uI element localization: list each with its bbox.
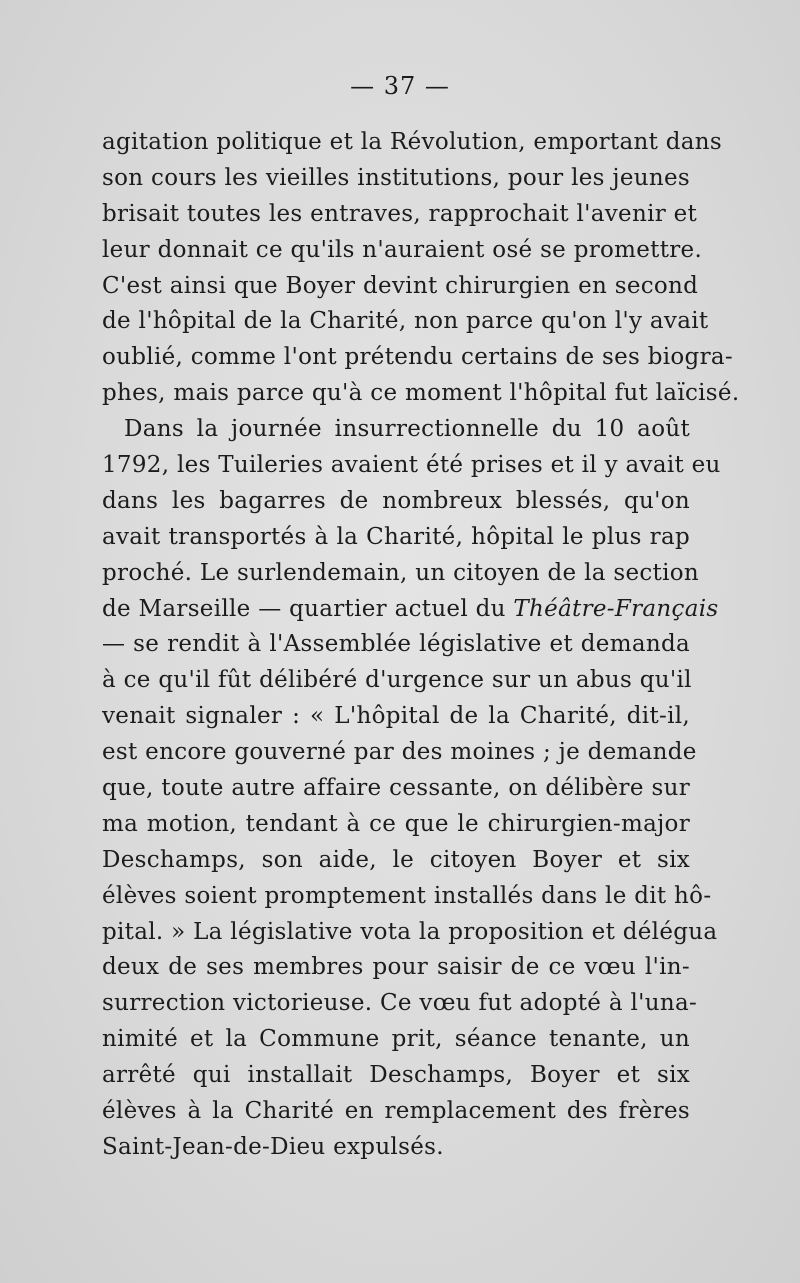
page-number: — 37 — (350, 72, 450, 100)
text-line: Dans la journée insurrectionnelle du 10 août (124, 416, 690, 443)
text-line: venait signaler : « L'hôpital de la Charité, dit-il, (102, 703, 690, 730)
text-line: agitation politique et la Révolution, emportant dans (102, 129, 722, 155)
text-line: élèves soient promptement installés dans le dit hô- (102, 882, 712, 909)
text-line: phes, mais parce qu'à ce moment l'hôpital fut laïcisé. (102, 380, 740, 407)
text-line: avait transportés à la Charité, hôpital le plus rap (102, 523, 690, 550)
text-line: à ce qu'il fût délibéré d'urgence sur un abus qu'il (102, 667, 692, 694)
text-line: Saint-Jean-de-Dieu expulsés. (102, 1133, 444, 1160)
italic-title: Théâtre-Français (513, 595, 719, 622)
text-line: pital. » La législative vota la proposition et délégua (102, 918, 718, 945)
text-line: arrêté qui installait Deschamps, Boyer et six (102, 1062, 690, 1089)
text-line: Deschamps, son aide, le citoyen Boyer et six (102, 846, 690, 873)
text-line: surrection victorieuse. Ce vœu fut adopté à l'una- (102, 990, 698, 1017)
text-line: élèves à la Charité en remplacement des frères (102, 1098, 690, 1125)
text-line: proché. Le surlendemain, un citoyen de la section (102, 559, 699, 586)
text-line: 1792, les Tuileries avaient été prises et il y avait eu (102, 452, 721, 479)
text-line: de l'hôpital de la Charité, non parce qu'on l'y avait (102, 308, 709, 335)
text-line: que, toute autre affaire cessante, on délibère sur (102, 775, 690, 802)
text-line: oublié, comme l'ont prétendu certains de ses biogra- (102, 344, 733, 371)
body-text (102, 125, 740, 1166)
text-line: son cours les vieilles institutions, pour les jeunes (102, 164, 690, 191)
text-line: leur donnait ce qu'ils n'auraient osé se promettre. (102, 236, 703, 263)
text-line: brisait toutes les entraves, rapprochait l'avenir et (102, 200, 698, 227)
text-line: C'est ainsi que Boyer devint chirurgien en second (102, 272, 699, 299)
text-line: — se rendit à l'Assemblée législative et demanda (102, 631, 690, 658)
text-segment: de Marseille — quartier actuel du (102, 595, 514, 622)
text-line: dans les bagarres de nombreux blessés, qu'on (102, 487, 690, 514)
text-line: ma motion, tendant à ce que le chirurgien-major (102, 810, 690, 837)
text-line: deux de ses membres pour saisir de ce vœu l'in- (102, 954, 690, 981)
text-line-with-italic (102, 592, 719, 628)
text-line: est encore gouverné par des moines ; je demande (102, 739, 697, 766)
text-line: nimité et la Commune prit, séance tenante, un (102, 1026, 690, 1053)
